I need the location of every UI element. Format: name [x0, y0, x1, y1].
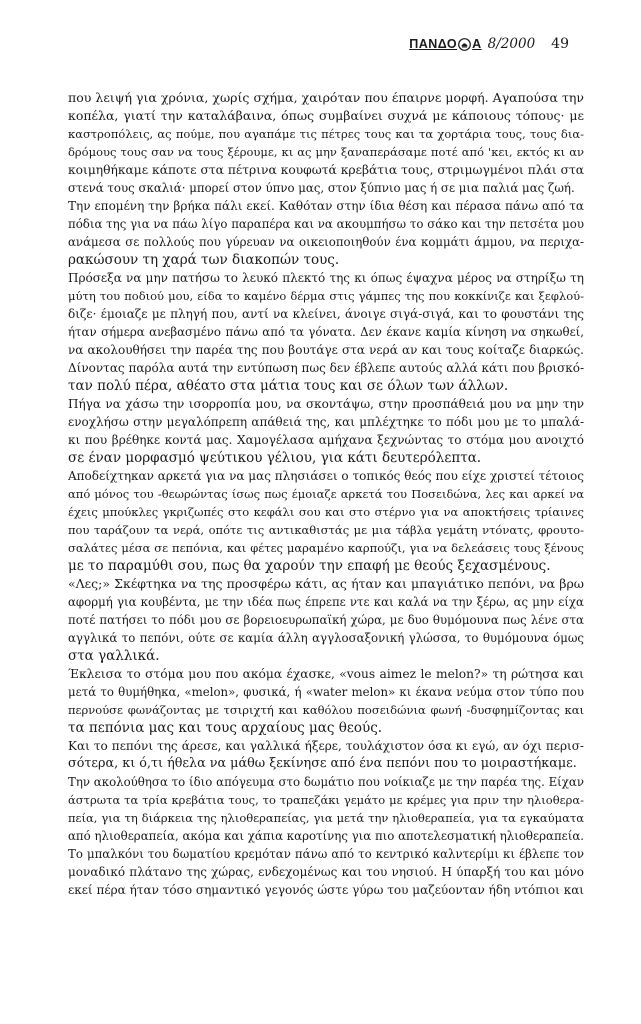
text-line: από μόνος του -θεωρώντας ίσως πως έμοιαζε αρκετά του Ποσειδώνα, λες και αρκεί να — [68, 487, 584, 501]
text-line: στενά τους σκαλιά· μπορεί στον ύπνο μας, στον ξύπνιο μας ή σε μια παλιά μας ζωή. — [68, 181, 575, 195]
text-line: άστρωτα τα τρία κρεβάτια τους, το τραπεζάκι γεμάτο με κρέμες για πριν την ηλιοθερα- — [68, 793, 584, 807]
text-line: κοπέλα, γιατί την καταλάβαινα, όπως συμβαίνει συχνά με κάποιους τόπους· με — [68, 108, 584, 123]
journal-name-prefix: ΠΑΝΔΟ — [409, 37, 458, 51]
text-line: μύτη του ποδιού μου, είδα το καμένο δέρμα στις γάμπες της που κοκκίνιζε και ξεφλού- — [68, 289, 584, 303]
text-line: σε έναν μορφασμό ψεύτικου γέλιου, για κάτι δευτερόλεπτα. — [68, 450, 482, 466]
text-line: Πρόσεξα να μην πατήσω το λευκό πλεκτό της κι όπως έψαχνα μέρος να στηρίξω τη — [68, 271, 584, 285]
text-line: Την επομένη την βρήκα πάλι εκεί. Καθόταν στην ίδια θέση και πέρασα πάνω από τα — [68, 199, 584, 213]
text-line: ενοχλήσω στην μεγαλόπρεπη απάθειά της, και μπλέχτηκε το πόδι μου με το μπαλά- — [68, 415, 584, 429]
text-line: από ηλιοθεραπεία, ακόμα και χάπια καροτίνης για πιο αποτελεσματική ηλιοθεραπεία. — [68, 829, 584, 843]
text-line: αγγλικά το πεπόνι, ούτε σε καμία άλλη αγγλοσαξονική γλώσσα, το θυμόμουνα όμως — [68, 631, 584, 645]
text-line: Δίνοντας παρόλα αυτά την εντύπωση πως δεν έβλεπε αυτούς αλλά κάτι που βρισκό- — [68, 361, 584, 375]
text-line: έχεις μπούκλες γκριζωπές στο κεφάλι σου και στο στέρνο για να αποκτήσεις τρίαινες — [68, 505, 584, 519]
text-line: ανάμεσα σε πολλούς που γύρευαν να οικειοποιηθούν ένα κομμάτι άμμου, να περιχα- — [68, 235, 584, 249]
text-line: με το παραμύθι σου, πως θα χαρούν την επαφή με θεούς ξεχασμένους. — [68, 558, 551, 574]
text-line: πόδια της για να πάω λίγο παραπέρα και να ακουμπήσω το σάκο και την πετσέτα μου — [68, 217, 584, 231]
text-line: Και το πεπόνι της άρεσε, και γαλλικά ήξερε, τουλάχιστον όσα κι εγώ, αν όχι περισ- — [68, 739, 584, 753]
text-line: ποτέ πατήσει το πόδι μου σε βορειοευρωπαϊκή χώρα, με δυο θυμόμουνα πως λένε στα — [68, 613, 584, 627]
text-line: τα πεπόνια μας και τους αρχαίους μας θεούς. — [68, 720, 383, 736]
issue-number: 8/2000 — [487, 36, 536, 52]
text-line: ρακώσουν τη χαρά των διακοπών τους. — [68, 252, 340, 268]
article-body — [68, 89, 584, 899]
text-line: μοναδικό πλάτανο της χώρας, ενδεχομένως και του νησιού. Η ύπαρξή του και μόνο — [68, 865, 584, 879]
text-line: διζε· έμοιαζε με πληγή που, αντί να κλείνει, άνοιγε σιγά-σιγά, και το φουστάνι της — [68, 307, 584, 321]
text-line: δρόμους τους σαν να τους ξέρουμε, κι ας μην ξαναπεράσαμε ποτέ από 'κει, εκτός κι αν — [68, 145, 584, 159]
text-line: Αποδείχτηκαν αρκετά για να μας πλησιάσει ο τοπικός θεός που είχε χριστεί τέτοιος — [68, 469, 584, 483]
text-line: κι που βρέθηκε κοντά μας. Χαμογέλασα αμήχανα ξεχνώντας το στόμα μου ανοιχτό — [68, 433, 584, 447]
text-line: πεία, για τη διάρκεια της ηλιοθεραπείας, για μετά την ηλιοθεραπεία, για τα εγκαύματα — [68, 811, 584, 825]
text-line: Την ακολούθησα το ίδιο απόγευμα στο δωμάτιο που νοίκιαζε με την παρέα της. Είχαν — [68, 775, 584, 789]
text-line: ταν πολύ πέρα, αθέατο στα μάτια τους και σε όλων των άλλων. — [68, 378, 509, 394]
text-line: αφορμή για κουβέντα, με την ιδέα πως έπρεπε ντε και καλά να την ξέρω, ας μην είχα — [68, 595, 584, 609]
text-line: σότερα, κι ό,τι ήθελα να μάθω ξεκίνησε από ένα πεπόνι που το μοιραστήκαμε. — [68, 756, 577, 771]
text-line: που ταράζουν τα νερά, οπότε τις αντικαθιστάς με μια τάβλα γεμάτη ντόνατς, φρουτο- — [68, 523, 584, 537]
text-line: να ακολουθήσει την παρέα της που βουτάγε στα νερά αν και τους κοίταζε διαρκώς. — [68, 343, 584, 357]
running-header — [409, 36, 569, 52]
text-line: Το μπαλκόνι του δωματίου κρεμόταν πάνω από το κεντρικό καλντερίμι κι έβλεπε τον — [68, 847, 584, 861]
text-line: εκεί πέρα ήταν τόσο σημαντικό γεγονός ώστε γύρω του μαζεύονταν ήδη ντόπιοι και — [68, 883, 584, 897]
journal-name-suffix: Α — [472, 37, 482, 51]
page-number: 49 — [551, 36, 569, 52]
text-line: περνούσε φωνάζοντας με τσιριχτή και καθόλου ποσειδώνια φωνή -δυσφημίζοντας και — [68, 703, 584, 717]
lamp-emblem-icon — [458, 38, 471, 51]
text-line: μετά το θυμήθηκα, «melon», φυσικά, ή «water melon» κι έκανα νεύμα στον τύπο που — [68, 685, 584, 699]
text-line: σαλάτες μέσα σε πεπόνια, και φέτες μαραμένο καρπούζι, για να δελεάσεις τους ξένους — [68, 541, 584, 555]
text-line: «Λες;» Σκέφτηκα να της προσφέρω κάτι, ας ήταν και μπαγιάτικο πεπόνι, να βρω — [68, 576, 584, 591]
text-line: ήταν σήμερα ανεβασμένο πάνω από τα γόνατα. Δεν έκανε καμία κίνηση να σηκωθεί, — [68, 325, 584, 339]
text-line: στα γαλλικά. — [68, 648, 160, 664]
journal-logo — [409, 36, 481, 52]
text-line: που λειψή για χρόνια, χωρίς σχήμα, χαιρόταν που έπαιρνε μορφή. Αγαπούσα την — [68, 90, 584, 105]
text-line: Έκλεισα το στόμα μου που ακόμα έχασκε, «vous aimez le melon?» τη ρώτησα και — [68, 667, 584, 681]
text-line: κοιμηθήκαμε κάποτε στα πέτρινα κουφωτά κρεβάτια τους, στριμωγμένοι πλάι στα — [68, 163, 584, 177]
text-line: Πήγα να χάσω την ισορροπία μου, να σκοντάψω, στην προσπάθειά μου να μην την — [68, 397, 584, 411]
text-line: καστροπόλεις, ας πούμε, που αγαπάμε τις πέτρες τους και τα χορτάρια τους, τους δια- — [68, 127, 584, 141]
